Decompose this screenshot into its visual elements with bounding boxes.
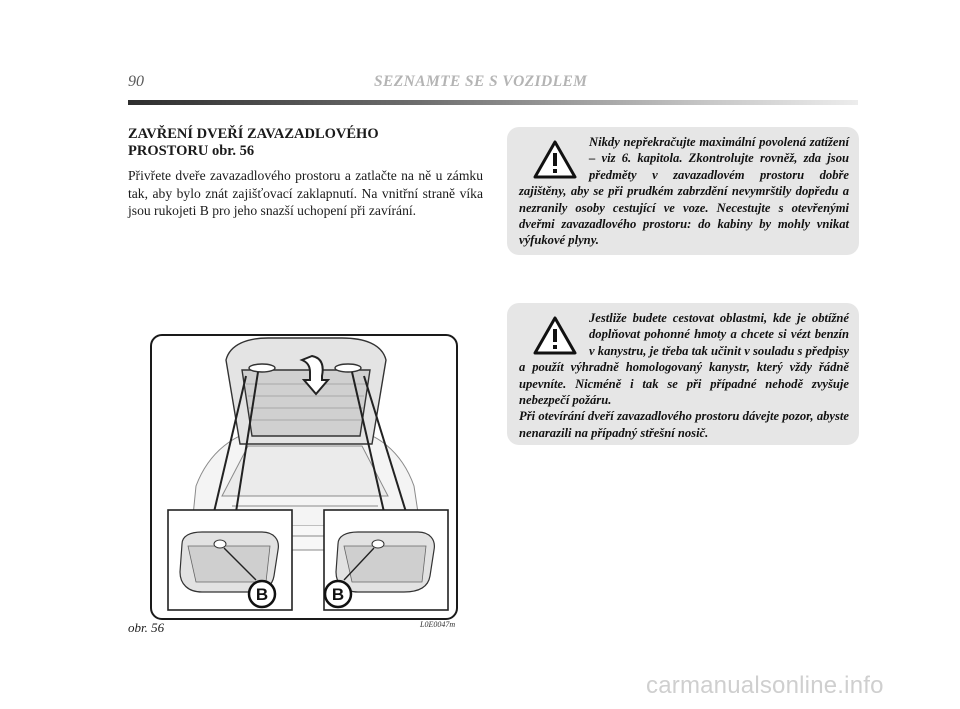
running-title: SEZNAMTE SE S VOZIDLEM [374, 73, 588, 90]
section-title [128, 126, 458, 160]
warning-box-1 [507, 127, 859, 255]
trunk-illustration [152, 336, 456, 618]
figure-caption: obr. 56 [128, 620, 165, 635]
page-number: 90 [128, 73, 144, 90]
callout-b-left [249, 581, 275, 607]
callout-b-left-label: B [255, 585, 269, 604]
header-rule [128, 100, 858, 105]
warning-triangle-icon [533, 316, 577, 356]
warning-box-2 [507, 303, 859, 445]
section-figure-ref: obr. 56 [211, 143, 255, 159]
body-paragraph: Přivřete dveře zavazadlového prostoru a zatlačte na ně u zámku tak, aby bylo znát zajišťovací zaklapnutí. Na vnitřní straně víka jsou rukojeti B pro jeho snazší uchopení při zavírání. [128, 168, 483, 218]
warning-1-text: Nikdy nepřekračujte maximální povolená zatížení – viz 6. kapitola. Zkontrolujte rovněž, zda jsou předměty v zavazadlovém prostoru dobře zajištěny, aby se při prudkém zabrzdění nevymrštily dopředu a nezranily osoby cestující ve voze. Necestujte s otevřenými dveřmi zavazadlového prostoru: do kabiny by mohly vnikat výfukové plyny. [519, 135, 849, 248]
section-title-text: ZAVŘENÍ DVEŘÍ ZAVAZADLOVÉHO PROSTORU [128, 126, 379, 159]
warning-2-text: Jestliže budete cestovat oblastmi, kde je obtížné doplňovat pohonné hmoty a chcete si vézt benzín v kanystru, je třeba tak učinit v souladu s předpisy a použít výhradně homologovaný kanystr, který vždy řádně upevníte. Nicméně i tak se při případné nehodě zvyšuje nebezpečí požáru. [519, 311, 849, 408]
figure-frame [150, 334, 458, 620]
callout-b-right [325, 581, 351, 607]
callout-b-right-label: B [331, 585, 345, 604]
watermark: carmanualsonline.info [646, 672, 884, 699]
warning-triangle-icon [533, 140, 577, 180]
figure-code: L0E0047m [420, 620, 456, 629]
warning-2-text-2: Při otevírání dveří zavazadlového prostoru dávejte pozor, abyste nenarazili na případný střešní nosič. [519, 409, 849, 440]
